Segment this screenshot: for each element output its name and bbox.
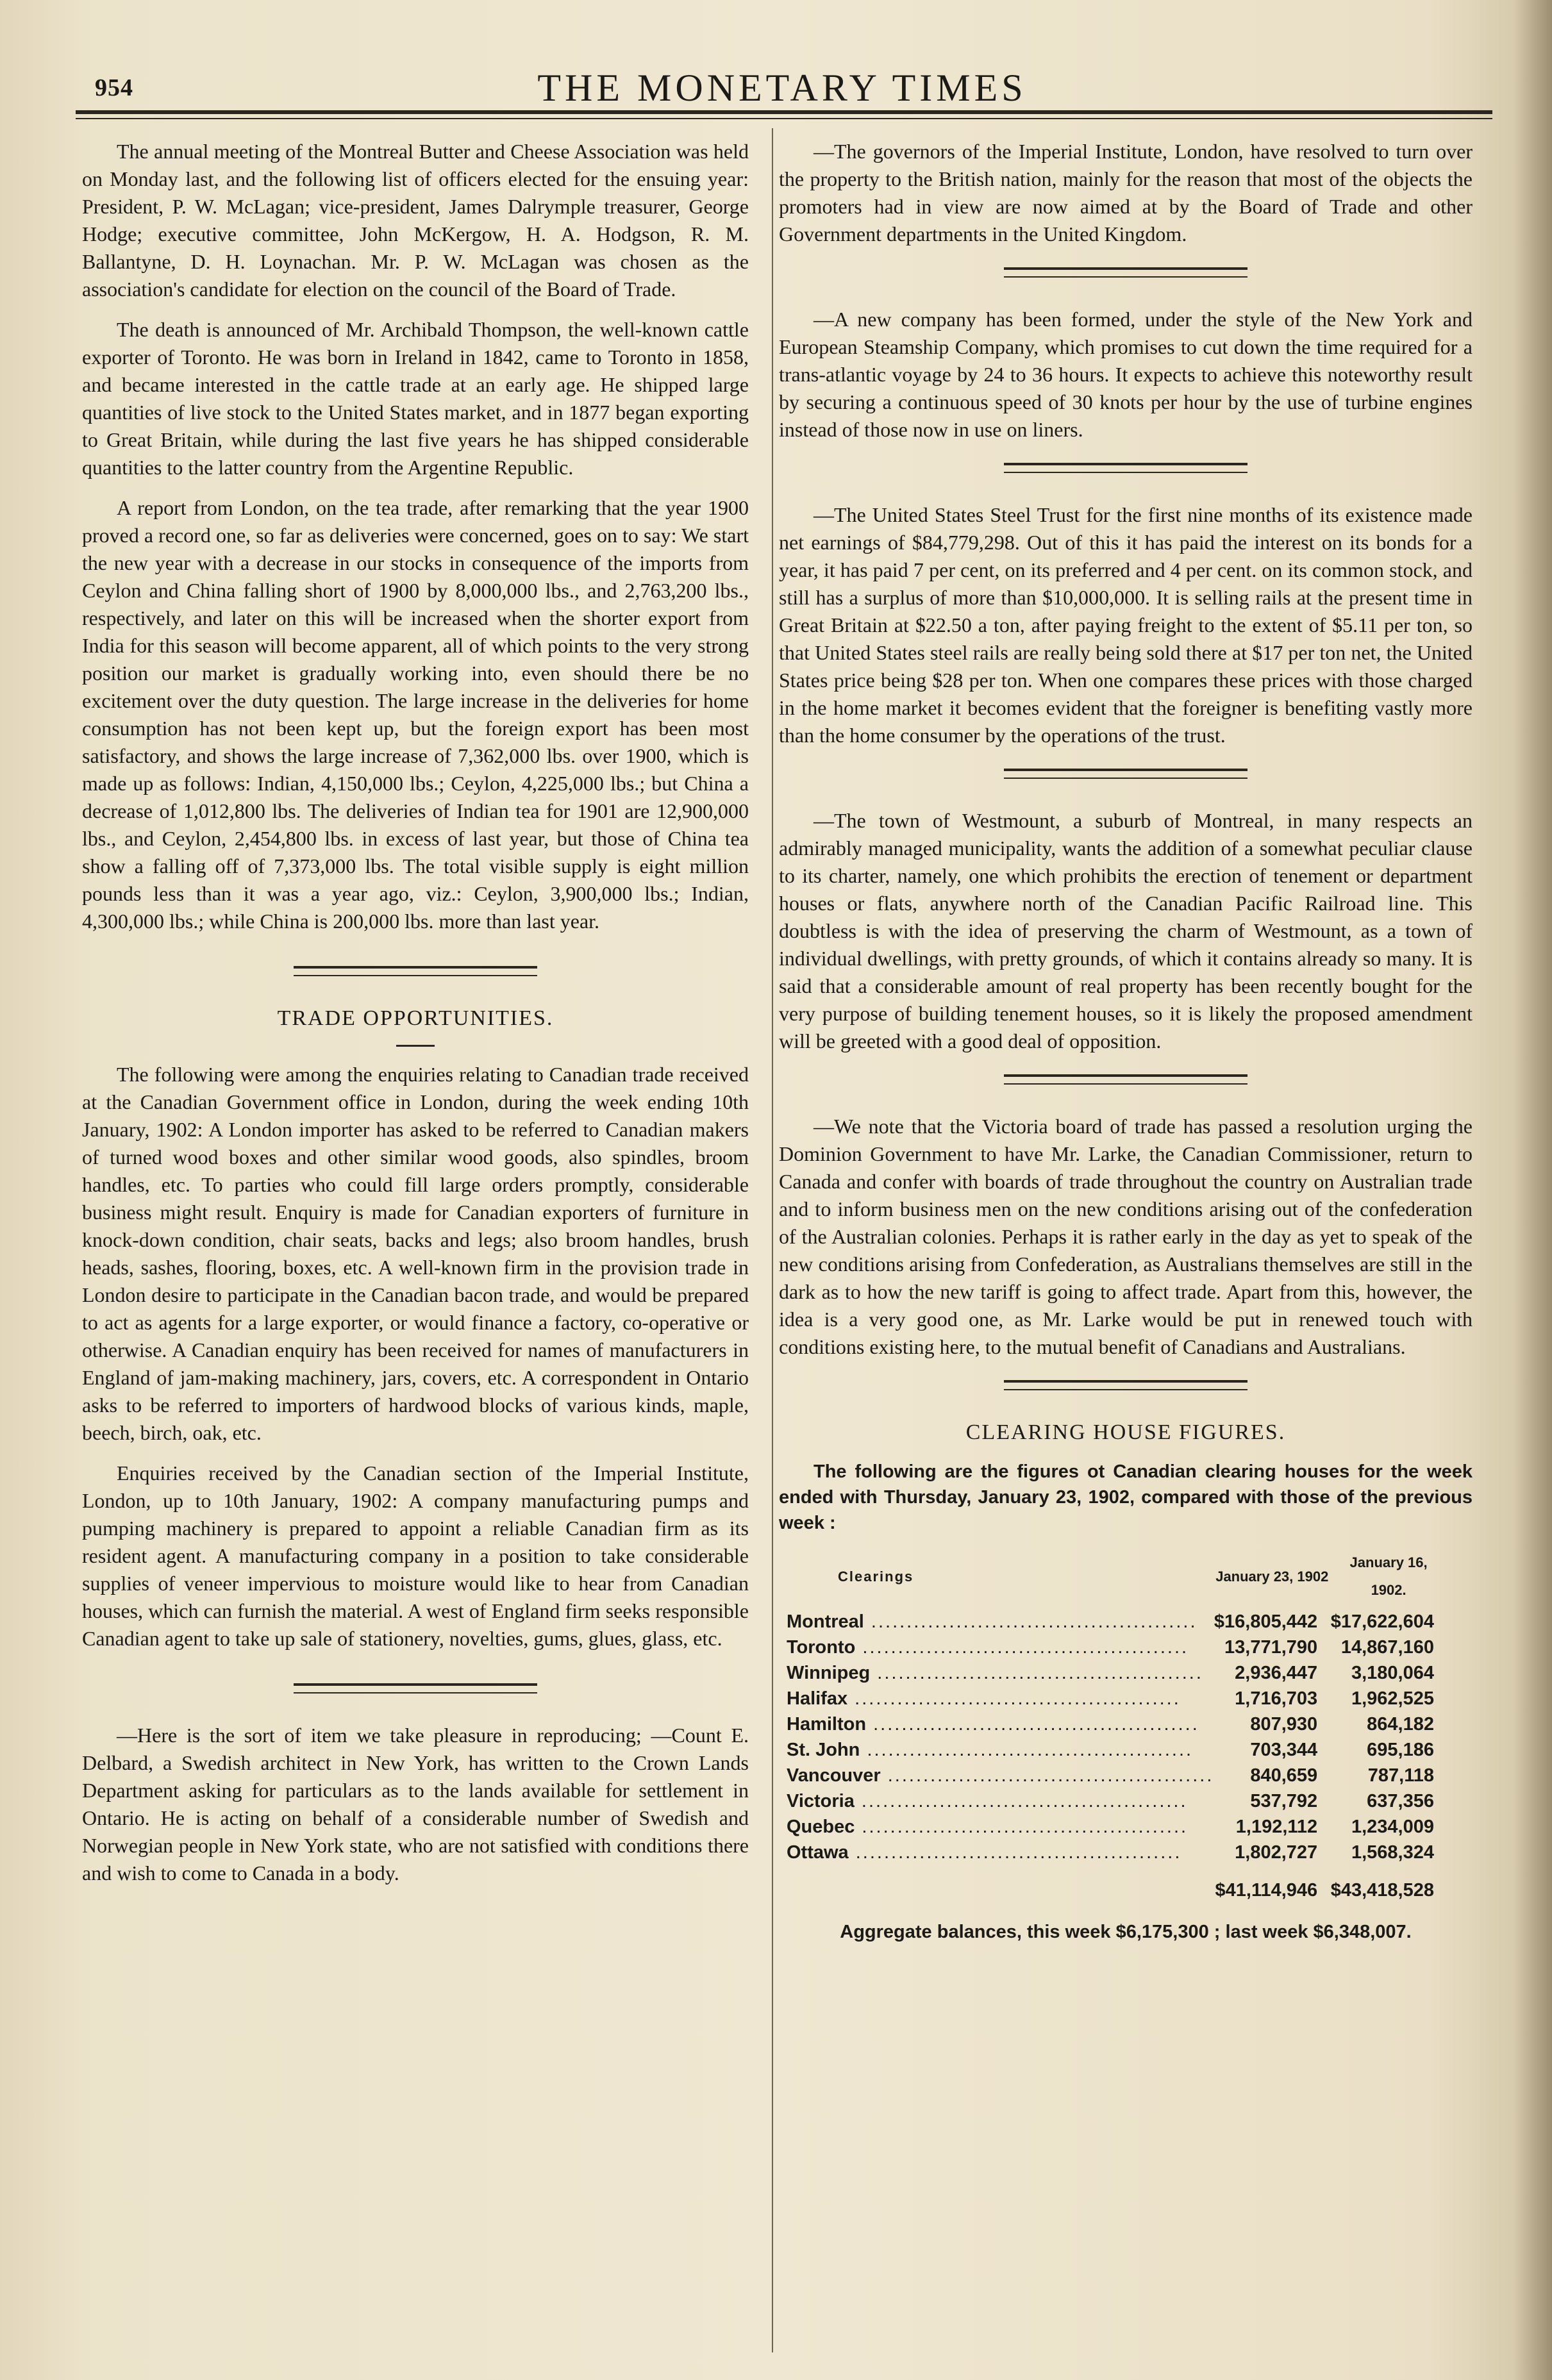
leader-dots: .............................................. (880, 1765, 1214, 1786)
clearing-this-week: 807,930 (1250, 1714, 1318, 1735)
section-divider (1004, 769, 1247, 771)
trade-enquiries-london: The following were among the enquiries relating to Canadian trade received at the Canadian Government office in London, during the week ending 10th January, 1902: A London importer has asked to be referred to Canadian makers of turned wood boxes and other similar wood goods, also spindles, broom handles, etc. To parties who could fill large orders promptly, considerable business might result. Enquiry is made for Canadian exporters of furniture in knock-down condition, chair seats, backs and legs; also broom handles, brush heads, sashes, flooring, boxes, etc. A well-known firm in the provision trade in London desire to participate in the Canadian bacon trade, and would be prepared to act as agents for a large exporter, or would finance a factory, co-operative or otherwise. A Canadian enquiry has been received for names of manufacturers in England of jam-making machinery, jars, covers, etc. A correspondent in Ontario asks to be referred to importers of hardwood blocks of various kinds, maple, beech, birch, oak, etc. (82, 1063, 749, 1444)
leader-dots: .............................................. (855, 1817, 1189, 1837)
clearing-this-week: 537,792 (1250, 1791, 1318, 1811)
leader-dots: .............................................. (870, 1663, 1203, 1683)
city-name (787, 1840, 1214, 1865)
table-row (787, 1788, 1447, 1814)
section-divider-thin (294, 1692, 537, 1693)
thompson-obituary: The death is announced of Mr. Archibald Thompson, the well-known cattle exporter of Toronto. He was born in Ireland in 1842, came to Toronto in 1858, and became interested in the cattle trade at an early age. He shipped large quantities of live stock to the United States market, and in 1877 began exporting to Great Britain, while during the last five years he has shipped considerable quantities to the latter country from the Argentine Republic. (82, 318, 749, 479)
column-header-this-week: January 23, 1902 (1215, 1568, 1329, 1585)
table-header-row (787, 1549, 1447, 1609)
clearing-this-week: $16,805,442 (1214, 1611, 1318, 1632)
table-row (787, 1763, 1447, 1788)
clearing-this-week: 840,659 (1250, 1765, 1318, 1786)
right-column (779, 138, 1473, 1946)
city-label: Victoria (787, 1791, 855, 1811)
city-label: Toronto (787, 1637, 856, 1658)
left-column (82, 138, 749, 1900)
clearing-this-week: 1,716,703 (1235, 1688, 1318, 1709)
leader-dots: .............................................. (866, 1714, 1199, 1735)
clearing-previous-week: 3,180,064 (1351, 1663, 1434, 1683)
city-label: Montreal (787, 1611, 864, 1632)
section-divider (1004, 1074, 1247, 1077)
section-divider-thin (1004, 1389, 1247, 1390)
clearing-previous-week: $17,622,604 (1330, 1611, 1434, 1632)
section-divider-thin (1004, 472, 1247, 473)
clearing-this-week: 1,802,727 (1235, 1842, 1318, 1863)
butter-cheese-article: The annual meeting of the Montreal Butter and Cheese Association was held on Monday last, and the following list of officers elected for the ensuing year: President, P. W. McLagan; vice-president, James Dalrymple treasurer, George Hodge; executive committee, John McKergow, H. A. Hodgson, R. M. Ballantyne, D. H. Loynachan. Mr. P. W. McLagan was chosen as the association's candidate for election on the council of the Board of Trade. (82, 140, 749, 301)
clearing-previous-week: 695,186 (1367, 1740, 1434, 1760)
section-divider-thin (1004, 1083, 1247, 1085)
city-name (787, 1660, 1214, 1686)
city-label: Halifax (787, 1688, 848, 1709)
leader-dots: .............................................. (854, 1791, 1188, 1811)
clearing-table-body (787, 1609, 1447, 1865)
section-divider (1004, 267, 1247, 270)
clearing-this-week: 1,192,112 (1235, 1817, 1318, 1837)
clearing-this-week: 2,936,447 (1235, 1663, 1318, 1683)
table-row (787, 1737, 1447, 1763)
clearing-this-week: 13,771,790 (1224, 1637, 1318, 1658)
section-divider (1004, 1380, 1247, 1383)
masthead-title: THE MONETARY TIMES (537, 67, 1027, 109)
trade-opportunities-heading: TRADE OPPORTUNITIES. (277, 1006, 554, 1030)
table-row (787, 1711, 1447, 1737)
aggregate-balances: Aggregate balances, this week $6,175,300 ; last week $6,348,007. (840, 1922, 1412, 1942)
city-name (787, 1711, 1214, 1737)
table-row (787, 1660, 1447, 1686)
clearing-previous-week: 637,356 (1367, 1791, 1434, 1811)
clearing-house-heading: CLEARING HOUSE FIGURES. (965, 1420, 1286, 1444)
leader-dots: .............................................. (848, 1842, 1182, 1863)
clearing-previous-week: 14,867,160 (1340, 1637, 1434, 1658)
page-number: 954 (95, 74, 133, 101)
westmount-article: —The town of Westmount, a suburb of Montreal, in many respects an admirably managed municipality, wants the addition of a somewhat peculiar clause to its charter, namely, one which prohibits the erection of tenement or department houses or flats, anywhere north of the Canadian Pacific Railroad line. This doubtless is with the idea of preserving the charm of Westmount, as a town of individual dwellings, with pretty grounds, of which it contains already so many. It is said that a considerable amount of real property has been recently bought for the very purpose of building tenement houses, so it is likely the proposed amendment will be greeted with a good deal of opposition. (779, 809, 1473, 1053)
tea-trade-article: A report from London, on the tea trade, after remarking that the year 1900 proved a record one, so far as deliveries were concerned, goes on to say: We start the new year with a decrease in our stocks in consequence of the imports from Ceylon and China falling short of 1900 by 8,000,000 lbs., and 2,763,200 lbs., respectively, and later on this will be increased when the shorter export from India for this season will become apparent, all of which points to the very strong position our market is gradually working into, even should there be no excitement over the duty question. The large increase in the deliveries for home consumption has not been kept up, but the foreign export has been most satisfactory, and shows the large increase of 7,362,000 lbs. over 1900, which is made up as follows: Indian, 4,150,000 lbs.; Ceylon, 4,225,000 lbs.; but China a decrease of 1,012,800 lbs. The deliveries of Indian tea for 1901 are 12,900,000 lbs., and Ceylon, 2,454,800 lbs. in excess of last year, but those of China tea show a falling off of 7,373,000 lbs. The total visible supply is eight million pounds less than it was a year ago, viz.: Ceylon, 3,900,000 lbs.; Indian, 4,300,000 lbs.; while China is 200,000 lbs. more than last year. (82, 496, 749, 933)
section-divider-thin (1004, 276, 1247, 278)
city-name (787, 1635, 1214, 1660)
clearing-previous-week: 1,568,324 (1351, 1842, 1434, 1863)
section-divider (1004, 463, 1247, 465)
trade-enquiries-institute: Enquiries received by the Canadian section of the Imperial Institute, London, up to 10th January, 1902: A company manufacturing pumps and pumping machinery is prepared to appoint a reliable Canadian firm as its resident agent. A manufacturing company in a position to take considerable supplies of veneer impervious to moisture would like to hear from Canadian houses, which can furnish the material. A west of England firm seeks responsible Canadian agent to take up sale of stationery, novelties, gums, glues, glass, etc. (82, 1461, 749, 1650)
column-header-previous-week: January 16, 1902. (1349, 1554, 1428, 1598)
city-label: St. John (787, 1740, 860, 1760)
clearing-previous-week: 1,962,525 (1351, 1688, 1434, 1709)
table-row (787, 1635, 1447, 1660)
city-label: Ottawa (787, 1842, 849, 1863)
header-rule-thin (76, 118, 1492, 119)
steel-trust-article: —The United States Steel Trust for the first nine months of its existence made net earnings of $84,779,298. Out of this it has paid the interest on its bonds for a year, it has paid 7 per cent, on its preferred and 4 per cent. on its common stock, and still has a surplus of more than $10,000,000. It is selling rails at the present time in Great Britain at $22.50 a ton, after paying freight to the extent of $5.11 per ton, so that United States steel rails are really being sold there at $17 per ton net, the United States price being $28 per ton. When one compares these prices with those charged in the home market it becomes evident that the foreigner is benefiting vastly more than the home consumer by the operations of the trust. (779, 503, 1473, 747)
swedish-settlers-article: —Here is the sort of item we take pleasure in reproducing; —Count E. Delbard, a Swedish architect in New York, has written to the Crown Lands Department asking for particulars as to the lands available for settlement in Ontario. He is acting on behalf of a considerable number of Swedish and Norwegian people in New York state, who are not satisfied with conditions there and wish to come to Canada in a body. (82, 1724, 749, 1885)
total-previous-week: $43,418,528 (1330, 1880, 1434, 1901)
heading-underline (396, 1045, 435, 1047)
city-label: Vancouver (787, 1765, 881, 1786)
city-name (787, 1737, 1214, 1763)
table-row (787, 1686, 1447, 1711)
table-row (787, 1814, 1447, 1840)
clearing-previous-week: 1,234,009 (1351, 1817, 1434, 1837)
leader-dots: .............................................. (860, 1740, 1194, 1760)
steamship-company-article: —A new company has been formed, under the style of the New York and European Steamship Company, which promises to cut down the time required for a trans-atlantic voyage by 24 to 36 hours. It expects to achieve this noteworthy result by securing a continuous speed of 30 knots per hour by the use of turbine engines instead of those now in use on liners. (779, 308, 1473, 441)
section-divider (294, 966, 537, 969)
victoria-board-article: —We note that the Victoria board of trade has passed a resolution urging the Dominion Government to have Mr. Larke, the Canadian Commissioner, return to Canada and confer with boards of trade throughout the country on Australian trade and to inform business men on the new conditions arising out of the confederation of the Australian colonies. Perhaps it is rather early in the day as yet to speak of the new conditions arising from Confederation, as Australians themselves are still in the dark as to how the new tariff is going to affect trade. Apart from this, however, the idea is a very good one, as Mr. Larke would be put in renewed touch with conditions existing here, to the mutual benefit of Canadians and Australians. (779, 1115, 1473, 1358)
leader-dots: .............................................. (855, 1637, 1189, 1658)
section-divider (294, 1683, 537, 1686)
city-label: Quebec (787, 1817, 855, 1837)
clearing-previous-week: 864,182 (1367, 1714, 1434, 1735)
column-header-clearings: Clearings (838, 1568, 914, 1585)
city-name (787, 1763, 1214, 1788)
clearing-house-intro: The following are the figures ot Canadian clearing houses for the week ended with Thursday, January 23, 1902, compared with those of the previous week : (779, 1461, 1473, 1533)
leader-dots: .............................................. (864, 1611, 1197, 1632)
clearing-house-table (787, 1549, 1447, 1903)
page-binding-shadow (1514, 0, 1552, 2380)
totals-spacer (787, 1865, 1214, 1903)
clearing-this-week: 703,344 (1250, 1740, 1318, 1760)
table-row (787, 1609, 1447, 1635)
city-label: Winnipeg (787, 1663, 871, 1683)
city-label: Hamilton (787, 1714, 867, 1735)
section-divider-thin (1004, 778, 1247, 779)
table-row (787, 1840, 1447, 1865)
city-name (787, 1609, 1214, 1635)
imperial-institute-article: —The governors of the Imperial Institute, London, have resolved to turn over the property to the British nation, mainly for the reason that most of the objects the promoters had in view are now aimed at by the Board of Trade and other Government departments in the United Kingdom. (779, 140, 1473, 245)
city-name (787, 1814, 1214, 1840)
total-this-week: $41,114,946 (1215, 1880, 1318, 1901)
clearing-previous-week: 787,118 (1367, 1765, 1434, 1786)
section-divider-thin (294, 975, 537, 976)
totals-row (787, 1865, 1447, 1903)
header-rule (76, 110, 1492, 114)
city-name (787, 1686, 1214, 1711)
column-divider (772, 128, 773, 2352)
page-header (64, 61, 1500, 125)
leader-dots: .............................................. (847, 1688, 1181, 1709)
city-name (787, 1788, 1214, 1814)
